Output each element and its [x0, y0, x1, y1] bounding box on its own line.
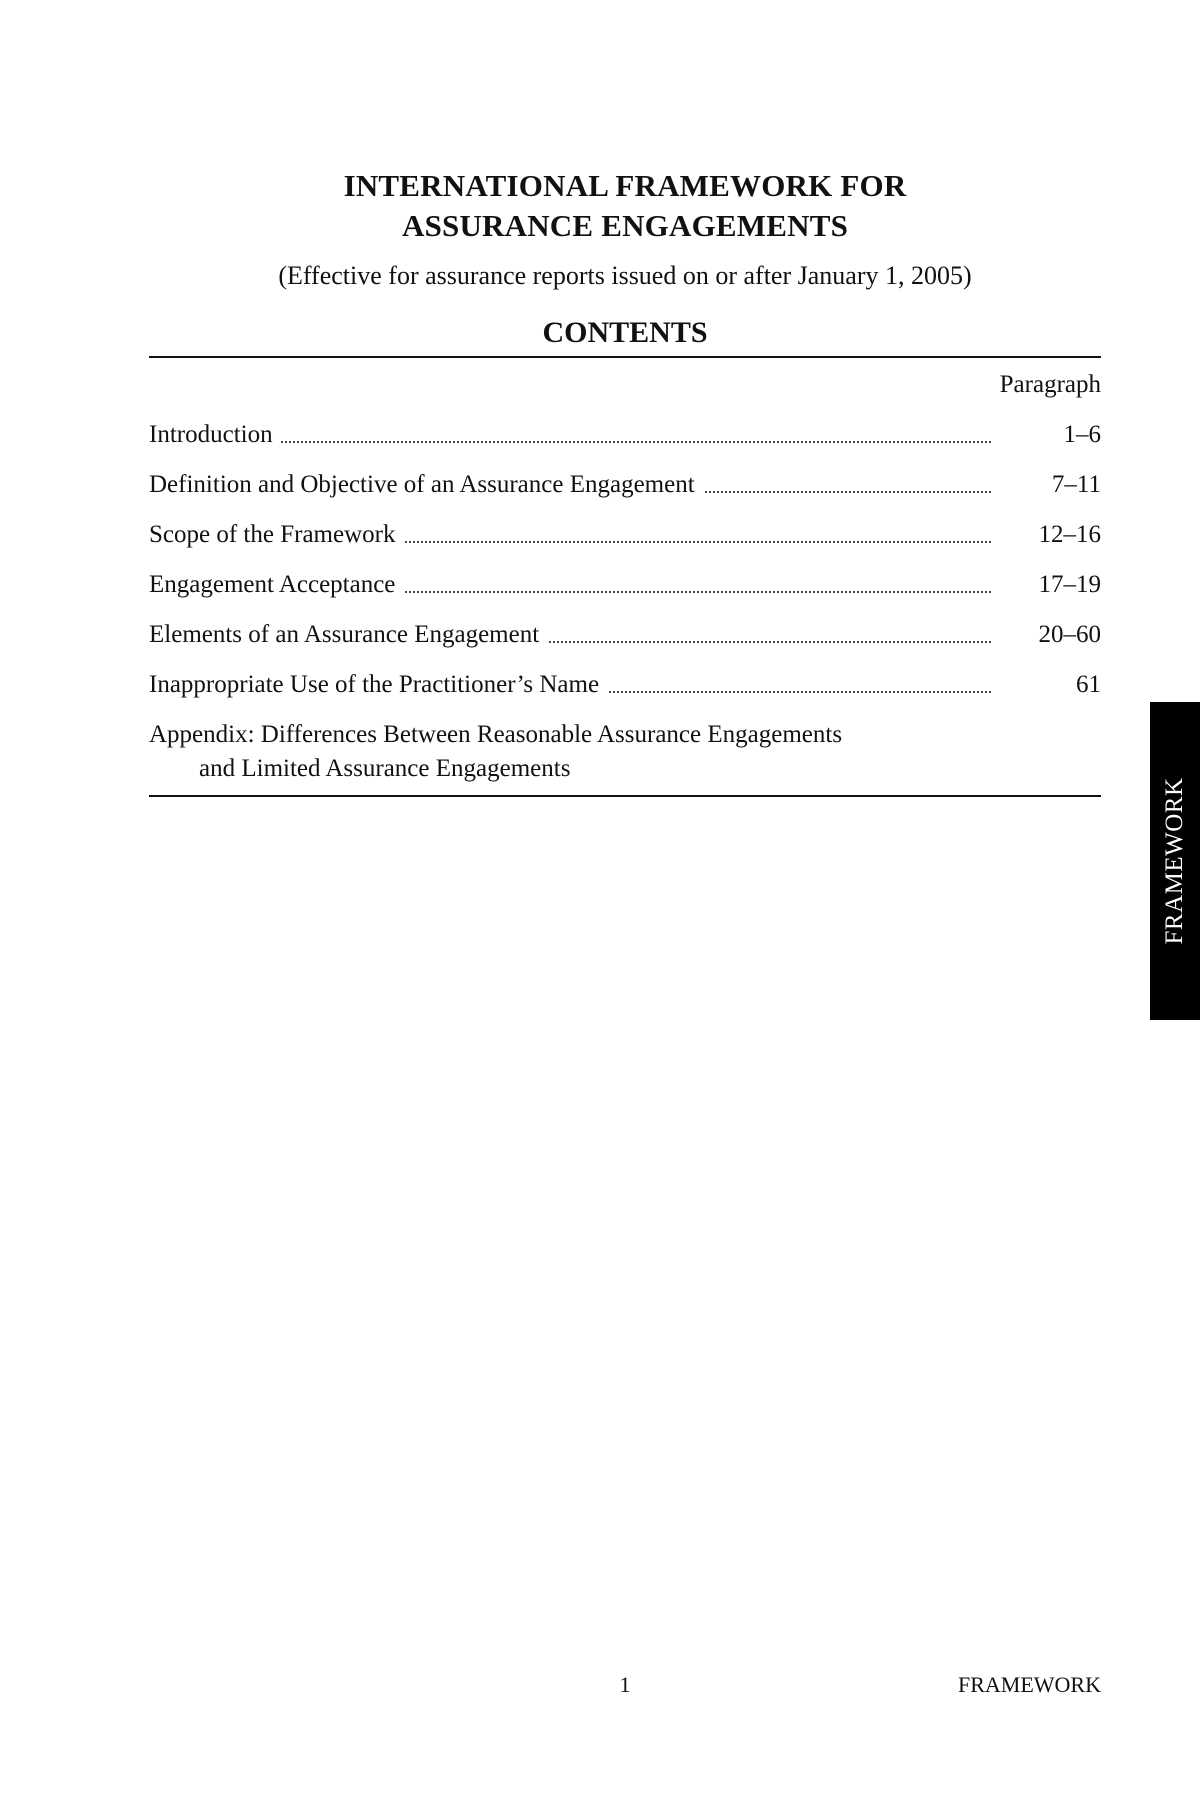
- toc-entry-paragraph: 12–16: [1038, 521, 1101, 548]
- section-side-tab: [1150, 702, 1200, 1020]
- paragraph-column-header: Paragraph: [999, 371, 1101, 398]
- toc-entry[interactable]: [149, 468, 1101, 518]
- toc-entry-paragraph: 20–60: [1038, 621, 1101, 648]
- contents-top-rule: [149, 356, 1101, 358]
- toc-appendix-entry[interactable]: [149, 718, 1101, 786]
- toc-entry-paragraph: 17–19: [1038, 571, 1101, 598]
- appendix-line-2: and Limited Assurance Engagements: [199, 755, 571, 782]
- effective-date-subtitle: (Effective for assurance reports issued on or after January 1, 2005): [278, 261, 972, 290]
- contents-bottom-rule: [149, 795, 1101, 797]
- toc-entry[interactable]: [149, 568, 1101, 618]
- appendix-line-1: Appendix: Differences Between Reasonable Assurance Engagements: [149, 721, 843, 748]
- footer-section-label: FRAMEWORK: [957, 1672, 1101, 1697]
- document-title-line-1: INTERNATIONAL FRAMEWORK FOR: [343, 168, 907, 203]
- toc-entry[interactable]: [149, 618, 1101, 668]
- toc-entry-title: Elements of an Assurance Engagement: [149, 621, 547, 648]
- toc-entry-title: Scope of the Framework: [149, 521, 403, 548]
- footer-page-number: 1: [619, 1672, 631, 1697]
- toc-entry-title: Engagement Acceptance: [149, 571, 403, 598]
- side-tab-label: FRAMEWORK: [1161, 777, 1188, 945]
- toc-entry[interactable]: [149, 518, 1101, 568]
- document-title-line-2: ASSURANCE ENGAGEMENTS: [401, 208, 849, 243]
- toc-entry-title: Inappropriate Use of the Practitioner’s Name: [149, 671, 607, 698]
- toc-entry[interactable]: [149, 418, 1101, 468]
- contents-heading: CONTENTS: [542, 316, 708, 349]
- toc-entry-paragraph: 61: [1076, 671, 1101, 698]
- toc-entry-paragraph: 7–11: [1051, 471, 1101, 498]
- toc-entry-title: Definition and Objective of an Assurance Engagement: [149, 471, 703, 498]
- toc-entry-title: Introduction: [149, 421, 281, 448]
- toc-entry-paragraph: 1–6: [1063, 421, 1101, 448]
- toc-entry[interactable]: [149, 668, 1101, 718]
- table-of-contents: [149, 418, 1101, 786]
